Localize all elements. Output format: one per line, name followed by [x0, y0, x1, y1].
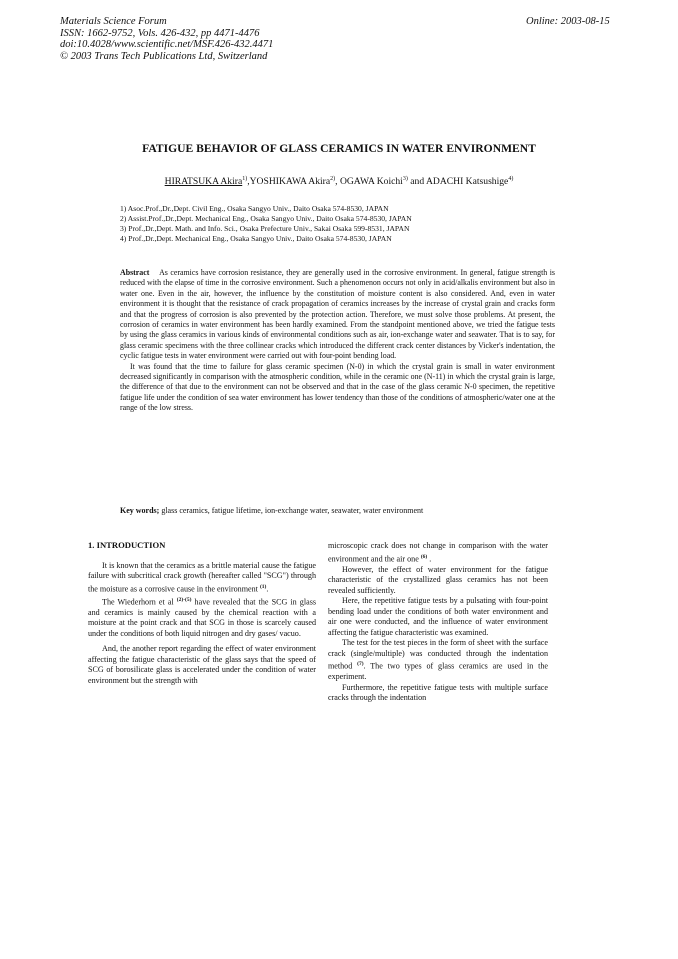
intro-p2-text: have revealed that the SCG in glass and ceramics is mainly caused by the chemical reaction with a moisture at the point crack and that SCG in those is scarcely caused under the conditions of both liquid nitrogen and dry gases/ vacuo.	[88, 597, 316, 638]
author-list	[0, 176, 678, 187]
keywords-label: Key words;	[120, 506, 160, 515]
body-right-column	[328, 541, 548, 704]
author-1-sup: 1)	[242, 176, 248, 182]
intro-p7-end: . The two types of glass ceramics are used in the experiment.	[328, 661, 548, 682]
abstract	[120, 268, 555, 414]
intro-p1-text: It is known that the ceramics as a brittle material cause the fatigue failure with subcritical crack growth (hereafter called "SCG") through the moisture as a corrosive cause in the environment	[88, 560, 316, 594]
journal-issn: ISSN: 1662-9752, Vols. 426-432, pp 4471-4476	[60, 27, 260, 39]
intro-p4-text: microscopic crack does not change in comparison with the water environment and the air one	[328, 541, 548, 564]
intro-paragraph-4	[328, 541, 548, 565]
intro-paragraph-1	[88, 561, 316, 595]
online-date: Online: 2003-08-15	[526, 16, 610, 27]
intro-paragraph-5: However, the effect of water environment for the fatigue characteristic of the crystallized glass ceramics has not been revealed sufficiently.	[328, 564, 548, 595]
intro-p1-end: .	[266, 584, 269, 594]
keywords	[120, 506, 423, 515]
paper-title: FATIGUE BEHAVIOR OF GLASS CERAMICS IN WATER ENVIRONMENT	[142, 142, 536, 155]
author-4-sup: 4)	[508, 176, 514, 182]
reference-6: (6)	[420, 553, 428, 560]
journal-doi: doi:10.4028/www.scientific.net/MSF.426-432.4471	[60, 39, 274, 50]
section-heading-introduction: 1. INTRODUCTION	[88, 540, 166, 550]
affiliation-2: 2) Assist.Prof.,Dr.,Dept. Mechanical Eng., Osaka Sangyo Univ., Daito Osaka 574-8530, JAPAN	[120, 214, 412, 223]
abstract-text-1: As ceramics have corrosion resistance, they are generally used in the corrosive environment. In general, fatigue strength is reduced with the elapse of time in the corrosive environment. Such a phenomenon occurs not only in acid/alkalis environment but also in water one. Even in the air, however, the influence by the constitution of moisture content is also considered. And, even in water environment it is thought that the resistance of crack propagation of ceramics increases by the increase of crystal grain and cracks form and that the progress of corrosion is also prevented by the protection action. Therefore, we must solve those problems. At present, the corrosion of ceramics in water environment has been hardly examined. From the standpoint mentioned above, we tried the fatigue tests by using the glass ceramics in various kinds of environmental conditions such as air, ion-exchange water and seawater. That is to say, for glass ceramic specimens with the three collinear cracks which introduced the different crack center distances by Vicker's indentation, the cyclic fatigue tests in water environment were carried out with four-point bending load.	[120, 268, 555, 361]
abstract-paragraph-2: It was found that the time to failure for glass ceramic specimen (N-0) in which the crystal grain is small in water environment decreased significantly in comparison with the atmospheric condition, while in the ceramic one (N-11) in which the crystal grain is large, the difference of that due to the environment can not be observed and that in the case of the glass ceramic N-0 specimen, the repetitive fatigue life under the condition of sea water environment has lower tendency than those of the conditions of atmospheric/water one at the range of the low stress.	[120, 361, 555, 413]
intro-p7-text: The test for the test pieces in the form of sheet with the surface crack (single/multiple) was conducted through the indentation method	[328, 638, 548, 671]
reference-7: (7)	[357, 661, 364, 668]
author-3: , OGAWA Koichi	[335, 176, 403, 188]
intro-p2-start: The Wiederhorn et al	[102, 597, 177, 607]
intro-paragraph-8: Furthermore, the repetitive fatigue tests with multiple surface cracks through the indentation	[328, 682, 548, 703]
author-1: HIRATSUKA Akira	[164, 176, 243, 188]
affiliations	[120, 204, 412, 244]
abstract-paragraph-1	[120, 268, 555, 362]
author-2: ,YOSHIKAWA Akira	[247, 176, 331, 188]
intro-p4-end: .	[427, 554, 432, 564]
keywords-text: glass ceramics, fatigue lifetime, ion-exchange water, seawater, water environment	[159, 506, 424, 515]
author-2-sup: 2)	[330, 176, 336, 182]
author-4: and ADACHI Katsushige	[407, 176, 509, 188]
journal-header	[60, 16, 273, 62]
intro-paragraph-3: And, the another report regarding the effect of water environment affecting the fatigue characteristic of the glass says that the speed of SCG of borosilicate glass is accelerated under the condition of water environment but the strength with	[88, 644, 316, 685]
body-left-column	[88, 540, 316, 686]
abstract-label: Abstract	[120, 268, 150, 277]
reference-2-5: (2)-(5)	[176, 596, 192, 603]
intro-paragraph-2	[88, 595, 316, 640]
reference-1: (1)	[259, 583, 267, 590]
journal-name: Materials Science Forum	[60, 16, 167, 27]
affiliation-3: 3) Prof.,Dr.,Dept. Math. and Info. Sci., Osaka Prefecture Univ., Sakai Osaka 599-8531, JAPAN	[120, 224, 410, 233]
author-3-sup: 3)	[402, 176, 408, 182]
affiliation-1: 1) Asoc.Prof.,Dr.,Dept. Civil Eng., Osaka Sangyo Univ., Daito Osaka 574-8530, JAPAN	[120, 204, 389, 213]
journal-copyright: © 2003 Trans Tech Publications Ltd, Switzerland	[60, 50, 268, 62]
affiliation-4: 4) Prof.,Dr.,Dept. Mechanical Eng., Osaka Sangyo Univ., Daito Osaka 574-8530, JAPAN	[120, 234, 392, 243]
intro-paragraph-6: Here, the repetitive fatigue tests by a pulsating with four-point bending load under the conditions of both water environment and air one were conducted, and the influence of water environment affecting the fatigue characteristic was examined.	[328, 596, 548, 637]
intro-paragraph-7	[328, 638, 548, 683]
